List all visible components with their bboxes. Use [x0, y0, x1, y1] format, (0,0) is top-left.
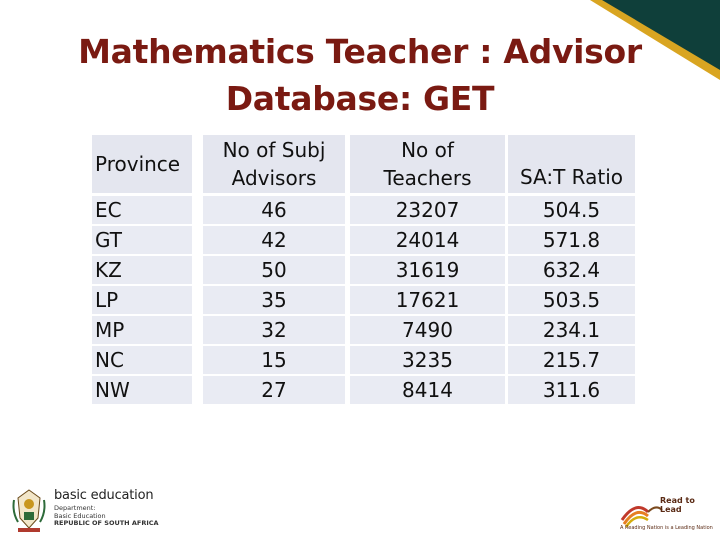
header-province [92, 135, 192, 193]
table-cell: 35 [203, 286, 345, 314]
table-cell: NW [92, 376, 192, 404]
table-cell: 31619 [350, 256, 505, 284]
read-to-lead-title: Read to Lead [660, 496, 695, 514]
table-cell: 24014 [350, 226, 505, 254]
header-advisors [203, 135, 345, 193]
header-teachers [350, 135, 505, 193]
table-cell: 632.4 [508, 256, 635, 284]
logo-country-text: REPUBLIC OF SOUTH AFRICA [54, 519, 159, 527]
logo-main-text: basic education [54, 488, 154, 503]
table-cell: 215.7 [508, 346, 635, 374]
logo-dept-text: Department: [54, 504, 96, 512]
table-cell: 504.5 [508, 196, 635, 224]
title-line-2: Database: GET [225, 79, 495, 118]
logo-sub-text: Basic Education [54, 511, 106, 520]
table-cell: 8414 [350, 376, 505, 404]
header-advisors-line-2: Advisors [231, 166, 317, 190]
table-cell: LP [92, 286, 192, 314]
table-cell: MP [92, 316, 192, 344]
table-cell: 311.6 [508, 376, 635, 404]
table-cell: GT [92, 226, 192, 254]
table-cell: 15 [203, 346, 345, 374]
table-cell: EC [92, 196, 192, 224]
table-cell: 23207 [350, 196, 505, 224]
table-cell: 42 [203, 226, 345, 254]
table-cell: 7490 [350, 316, 505, 344]
title-line-1: Mathematics Teacher : Advisor [78, 32, 642, 71]
table-cell: 17621 [350, 286, 505, 314]
table-cell: 46 [203, 196, 345, 224]
table-cell: 503.5 [508, 286, 635, 314]
table-cell: 32 [203, 316, 345, 344]
table-cell: NC [92, 346, 192, 374]
read-to-lead-logo [612, 490, 716, 536]
coat-of-arms-icon [10, 488, 48, 534]
table-cell: 234.1 [508, 316, 635, 344]
table-cell: KZ [92, 256, 192, 284]
page-title [60, 28, 660, 122]
table-cell: 50 [203, 256, 345, 284]
table-cell: 3235 [350, 346, 505, 374]
header-advisors-line-1: No of Subj [222, 138, 326, 162]
table-cell: 27 [203, 376, 345, 404]
header-ratio-label: SA:T Ratio [519, 165, 624, 189]
table-cell: 571.8 [508, 226, 635, 254]
header-teachers-line-2: Teachers [383, 166, 472, 190]
header-ratio [508, 135, 635, 193]
basic-education-logo [10, 488, 170, 533]
header-teachers-line-1: No of [401, 138, 454, 162]
header-province-label: Province [95, 152, 181, 176]
basic-education-logo-text [54, 488, 159, 528]
read-to-lead-tagline: A Reading Nation is a Leading Nation [620, 525, 713, 531]
